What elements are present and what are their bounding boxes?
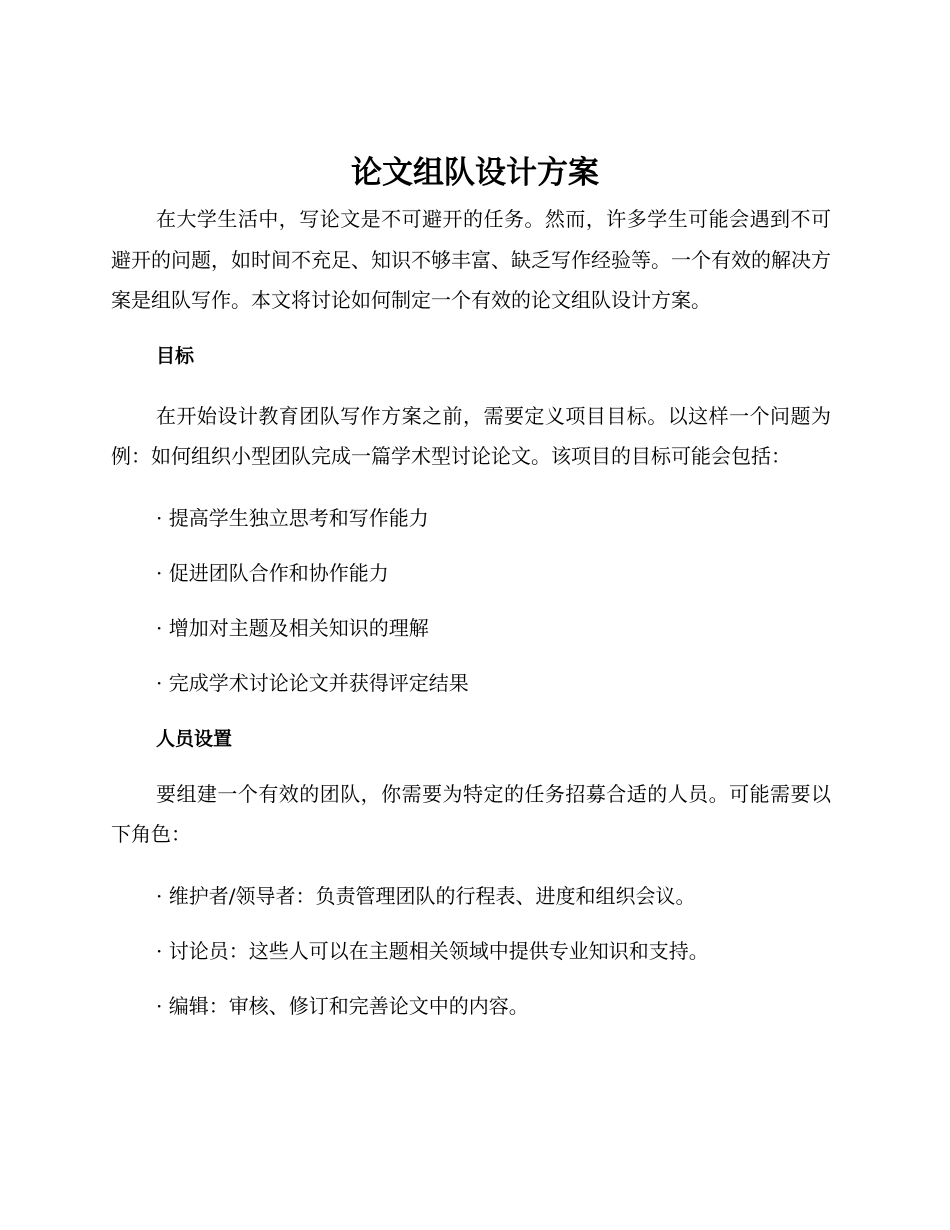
goal-bullet: · 提高学生独立思考和写作能力 [156,505,429,530]
intro-paragraph: 在大学生活中，写论文是不可避开的任务。然而，许多学生可能会遇到不可避开的问题，如时间不充足、知识不够丰富、缺乏写作经验等。一个有效的解决方案是组队写作。本文将讨论如何制定一个有效的论文组队设计方案。 [111,207,831,312]
document-title: 论文组队设计方案 [351,155,599,191]
goal-bullet: · 增加对主题及相关知识的理解 [156,615,429,640]
section-heading-staffing: 人员设置 [156,727,233,750]
role-bullet: · 维护者/领导者：负责管理团队的行程表、进度和组织会议。 [156,883,696,908]
staffing-paragraph: 要组建一个有效的团队，你需要为特定的任务招募合适的人员。可能需要以下角色： [111,781,831,846]
goals-paragraph: 在开始设计教育团队写作方案之前，需要定义项目目标。以这样一个问题为例：如何组织小型团队完成一篇学术型讨论论文。该项目的目标可能会包括： [111,403,831,468]
goal-bullet: · 完成学术讨论论文并获得评定结果 [156,670,469,695]
goal-bullet: · 促进团队合作和协作能力 [156,560,389,585]
section-heading-goals: 目标 [156,344,195,367]
role-bullet: · 讨论员：这些人可以在主题相关领域中提供专业知识和支持。 [156,938,709,963]
document-body [111,199,831,1020]
role-bullet: · 编辑：审核、修订和完善论文中的内容。 [156,993,529,1018]
